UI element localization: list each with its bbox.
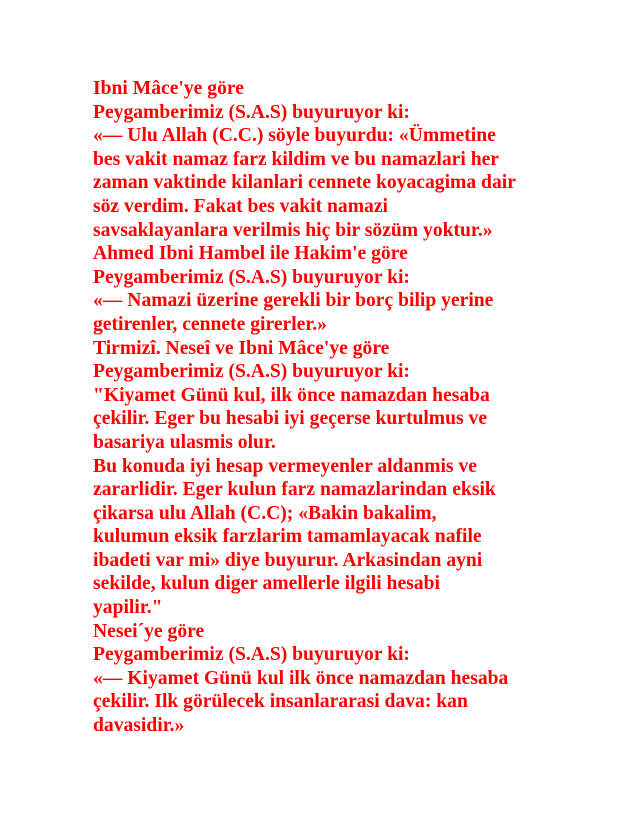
text-line: zararlidir. Eger kulun farz namazlarindan eksik (93, 479, 496, 501)
text-line: Bu konuda iyi hesap vermeyenler aldanmis ve (93, 455, 477, 477)
text-line: Ahmed Ibni Hambel ile Hakim'e göre (93, 243, 408, 265)
text-line: «— Kiyamet Günü kul ilk önce namazdan hesaba (93, 667, 509, 689)
text-line: «— Ulu Allah (C.C.) söyle buyurdu: «Ümmetine (93, 125, 496, 147)
text-line: söz verdim. Fakat bes vakit namazi (93, 195, 388, 217)
text-line: "Kiyamet Günü kul, ilk önce namazdan hesaba (93, 384, 490, 406)
text-line: Peygamberimiz (S.A.S) buyuruyor ki: (93, 644, 410, 666)
text-line: Peygamberimiz (S.A.S) buyuruyor ki: (93, 361, 410, 383)
text-line: Ibni Mâce'ye göre (93, 78, 244, 99)
text-line: Tirmizî. Neseî ve Ibni Mâce'ye göre (93, 337, 390, 359)
text-line: çikarsa ulu Allah (C.C); «Bakin bakalim, (93, 502, 437, 524)
text-line: davasidir.» (93, 715, 185, 737)
text-line: çekilir. Ilk görülecek insanlararasi dava: kan (93, 691, 468, 713)
hadith-text-block (93, 77, 553, 738)
text-line: sekilde, kulun diger amellerle ilgili hesabi (93, 573, 440, 595)
text-line: savsaklayanlara verilmis hiç bir sözüm yoktur.» (93, 219, 493, 241)
text-line: bes vakit namaz farz kildim ve bu namazlari her (93, 148, 500, 170)
text-line: «— Namazi üzerine gerekli bir borç bilip yerine (93, 290, 494, 312)
text-line: zaman vaktinde kilanlari cennete koyacagima dair (93, 172, 516, 194)
text-line: ibadeti var mi» diye buyurur. Arkasindan ayni (93, 549, 483, 571)
text-line: kulumun eksik farzlarim tamamlayacak nafile (93, 526, 482, 548)
text-line: getirenler, cennete girerler.» (93, 313, 327, 335)
text-line: yapilir." (93, 597, 163, 619)
text-line: Nesei´ye göre (93, 620, 205, 642)
text-line: Peygamberimiz (S.A.S) buyuruyor ki: (93, 266, 410, 288)
text-line: Peygamberimiz (S.A.S) buyuruyor ki: (93, 101, 410, 123)
text-line: çekilir. Eger bu hesabi iyi geçerse kurtulmus ve (93, 408, 488, 430)
text-line: basariya ulasmis olur. (93, 431, 276, 453)
